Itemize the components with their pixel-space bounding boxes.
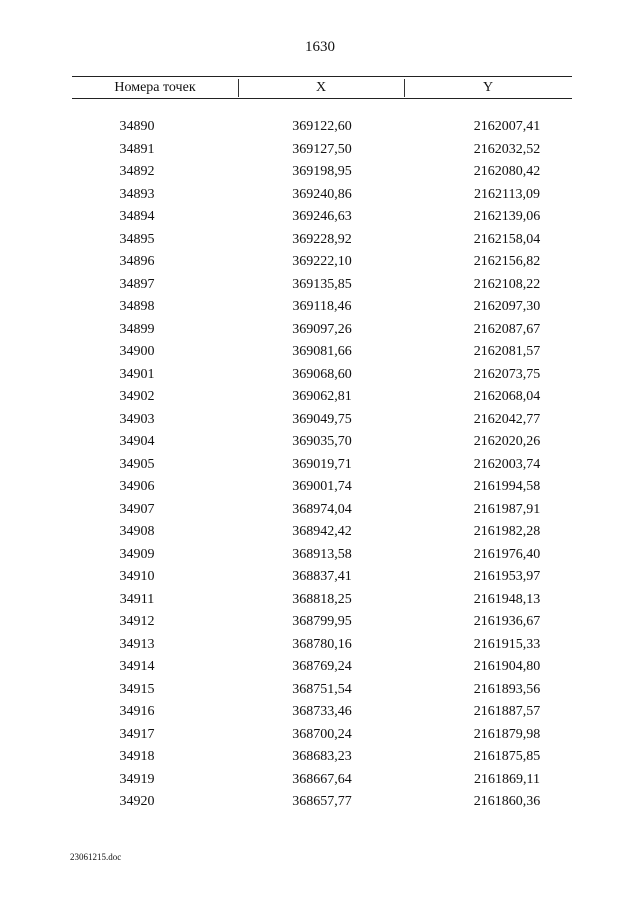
- y-coordinate-cell: 2161953,97: [473, 569, 541, 584]
- point-number-cell: 34896: [119, 254, 155, 269]
- table-row: [72, 161, 572, 184]
- y-coordinate-cell: 2162158,04: [473, 231, 541, 247]
- x-coordinate-cell: 368799,95: [292, 614, 352, 629]
- table-row: [72, 409, 572, 432]
- header-divider: [404, 79, 405, 97]
- x-coordinate-cell: 368751,54: [292, 681, 352, 697]
- point-number-cell: 34898: [119, 299, 155, 314]
- y-coordinate-cell: 2161994,58: [473, 479, 541, 494]
- x-coordinate-cell: 369198,95: [292, 164, 352, 179]
- point-number-cell: 34901: [119, 366, 155, 382]
- point-number-cell: 34890: [119, 119, 155, 134]
- y-coordinate-cell: 2161893,56: [473, 681, 541, 697]
- y-coordinate-cell: 2161869,11: [474, 771, 540, 787]
- point-number-cell: 34906: [119, 479, 155, 494]
- x-coordinate-cell: 369240,86: [292, 186, 352, 202]
- x-coordinate-cell: 368683,23: [292, 749, 352, 764]
- table-row: [72, 319, 572, 342]
- table-row: [72, 746, 572, 769]
- table-row: [72, 656, 572, 679]
- point-number-cell: 34908: [119, 524, 155, 539]
- x-coordinate-cell: 369019,71: [292, 456, 352, 472]
- point-number-cell: 34910: [119, 569, 155, 584]
- y-coordinate-cell: 2162080,42: [473, 164, 541, 179]
- x-coordinate-cell: 369127,50: [292, 141, 352, 157]
- x-coordinate-cell: 368818,25: [292, 591, 352, 607]
- point-number-cell: 34900: [119, 344, 155, 359]
- header-divider: [238, 79, 239, 97]
- point-number-cell: 34914: [119, 659, 155, 674]
- table-row: [72, 476, 572, 499]
- point-number-cell: 34907: [119, 501, 155, 517]
- y-coordinate-cell: 2162097,30: [473, 299, 541, 314]
- y-coordinate-cell: 2161915,33: [473, 636, 541, 652]
- y-coordinate-cell: 2161875,85: [473, 749, 541, 764]
- y-coordinate-cell: 2162156,82: [473, 254, 541, 269]
- x-coordinate-cell: 368913,58: [292, 546, 352, 562]
- y-coordinate-cell: 2162032,52: [473, 141, 541, 157]
- table-row: [72, 769, 572, 792]
- x-coordinate-cell: 369246,63: [292, 209, 352, 224]
- x-coordinate-cell: 369081,66: [292, 344, 352, 359]
- y-coordinate-cell: 2161987,91: [473, 501, 541, 517]
- y-coordinate-cell: 2162087,67: [473, 321, 541, 337]
- table-row: [72, 634, 572, 657]
- x-coordinate-cell: 368780,16: [292, 636, 352, 652]
- table-row: [72, 139, 572, 162]
- point-number-cell: 34902: [119, 389, 155, 404]
- y-coordinate-cell: 2162081,57: [473, 344, 541, 359]
- table-row: [72, 679, 572, 702]
- x-coordinate-cell: 368657,77: [292, 794, 352, 809]
- table-row: [72, 184, 572, 207]
- x-coordinate-cell: 369062,81: [292, 389, 352, 404]
- y-coordinate-cell: 2162113,09: [474, 186, 540, 202]
- point-number-cell: 34897: [119, 276, 155, 292]
- x-coordinate-cell: 368769,24: [292, 659, 352, 674]
- table-row: [72, 229, 572, 252]
- point-number-cell: 34894: [119, 209, 155, 224]
- y-coordinate-cell: 2161948,13: [473, 591, 541, 607]
- table-row: [72, 521, 572, 544]
- header-point-numbers: Номера точек: [114, 80, 196, 95]
- x-coordinate-cell: 368942,42: [292, 524, 352, 539]
- point-number-cell: 34912: [119, 614, 155, 629]
- y-coordinate-cell: 2161879,98: [473, 726, 541, 742]
- y-coordinate-cell: 2162139,06: [473, 209, 541, 224]
- table-row: [72, 566, 572, 589]
- table-row: [72, 499, 572, 522]
- x-coordinate-cell: 369001,74: [292, 479, 352, 494]
- point-number-cell: 34918: [119, 749, 155, 764]
- point-number-cell: 34899: [119, 321, 155, 337]
- x-coordinate-cell: 368837,41: [292, 569, 352, 584]
- point-number-cell: 34909: [119, 546, 155, 562]
- table-row: [72, 364, 572, 387]
- y-coordinate-cell: 2162073,75: [473, 366, 541, 382]
- y-coordinate-cell: 2161860,36: [473, 794, 541, 809]
- table-row: [72, 724, 572, 747]
- y-coordinate-cell: 2161936,67: [473, 614, 541, 629]
- table-row: [72, 296, 572, 319]
- y-coordinate-cell: 2161887,57: [473, 704, 541, 719]
- page-number: 1630: [305, 39, 335, 55]
- point-number-cell: 34892: [119, 164, 155, 179]
- header-x: X: [315, 80, 327, 95]
- header-y: Y: [482, 80, 494, 95]
- table-row: [72, 701, 572, 724]
- y-coordinate-cell: 2162003,74: [473, 456, 541, 472]
- point-number-cell: 34916: [119, 704, 155, 719]
- x-coordinate-cell: 369097,26: [292, 321, 352, 337]
- table-row: [72, 251, 572, 274]
- point-number-cell: 34905: [119, 456, 155, 472]
- document-filename: 23061215.doc: [70, 852, 122, 862]
- y-coordinate-cell: 2162020,26: [473, 434, 541, 449]
- y-coordinate-cell: 2161976,40: [473, 546, 541, 562]
- table-row: [72, 589, 572, 612]
- y-coordinate-cell: 2162068,04: [473, 389, 541, 404]
- x-coordinate-cell: 368667,64: [292, 771, 352, 787]
- table-row: [72, 116, 572, 139]
- y-coordinate-cell: 2162108,22: [473, 276, 541, 292]
- x-coordinate-cell: 368733,46: [292, 704, 352, 719]
- point-number-cell: 34904: [119, 434, 155, 449]
- table-row: [72, 791, 572, 814]
- table-row: [72, 544, 572, 567]
- table-row: [72, 431, 572, 454]
- point-number-cell: 34903: [119, 411, 155, 427]
- point-number-cell: 34895: [119, 231, 155, 247]
- point-number-cell: 34920: [119, 794, 155, 809]
- point-number-cell: 34891: [119, 141, 155, 157]
- point-number-cell: 34913: [119, 636, 155, 652]
- y-coordinate-cell: 2162007,41: [473, 119, 541, 134]
- x-coordinate-cell: 368700,24: [292, 726, 352, 742]
- table-row: [72, 341, 572, 364]
- y-coordinate-cell: 2161982,28: [473, 524, 541, 539]
- table-row: [72, 611, 572, 634]
- x-coordinate-cell: 369222,10: [292, 254, 352, 269]
- table-row: [72, 386, 572, 409]
- x-coordinate-cell: 369049,75: [292, 411, 352, 427]
- table-row: [72, 274, 572, 297]
- x-coordinate-cell: 369118,46: [292, 299, 352, 314]
- table-row: [72, 206, 572, 229]
- x-coordinate-cell: 369035,70: [292, 434, 352, 449]
- x-coordinate-cell: 369068,60: [292, 366, 352, 382]
- x-coordinate-cell: 368974,04: [292, 501, 352, 517]
- x-coordinate-cell: 369228,92: [292, 231, 352, 247]
- y-coordinate-cell: 2161904,80: [473, 659, 541, 674]
- x-coordinate-cell: 369122,60: [292, 119, 352, 134]
- point-number-cell: 34919: [119, 771, 155, 787]
- table-row: [72, 454, 572, 477]
- y-coordinate-cell: 2162042,77: [473, 411, 541, 427]
- point-number-cell: 34915: [119, 681, 155, 697]
- x-coordinate-cell: 369135,85: [292, 276, 352, 292]
- point-number-cell: 34893: [119, 186, 155, 202]
- point-number-cell: 34917: [119, 726, 155, 742]
- table-body: [72, 116, 572, 814]
- table-header-rule: [72, 98, 572, 99]
- point-number-cell: 34911: [119, 591, 155, 607]
- table-header-row: [72, 77, 572, 98]
